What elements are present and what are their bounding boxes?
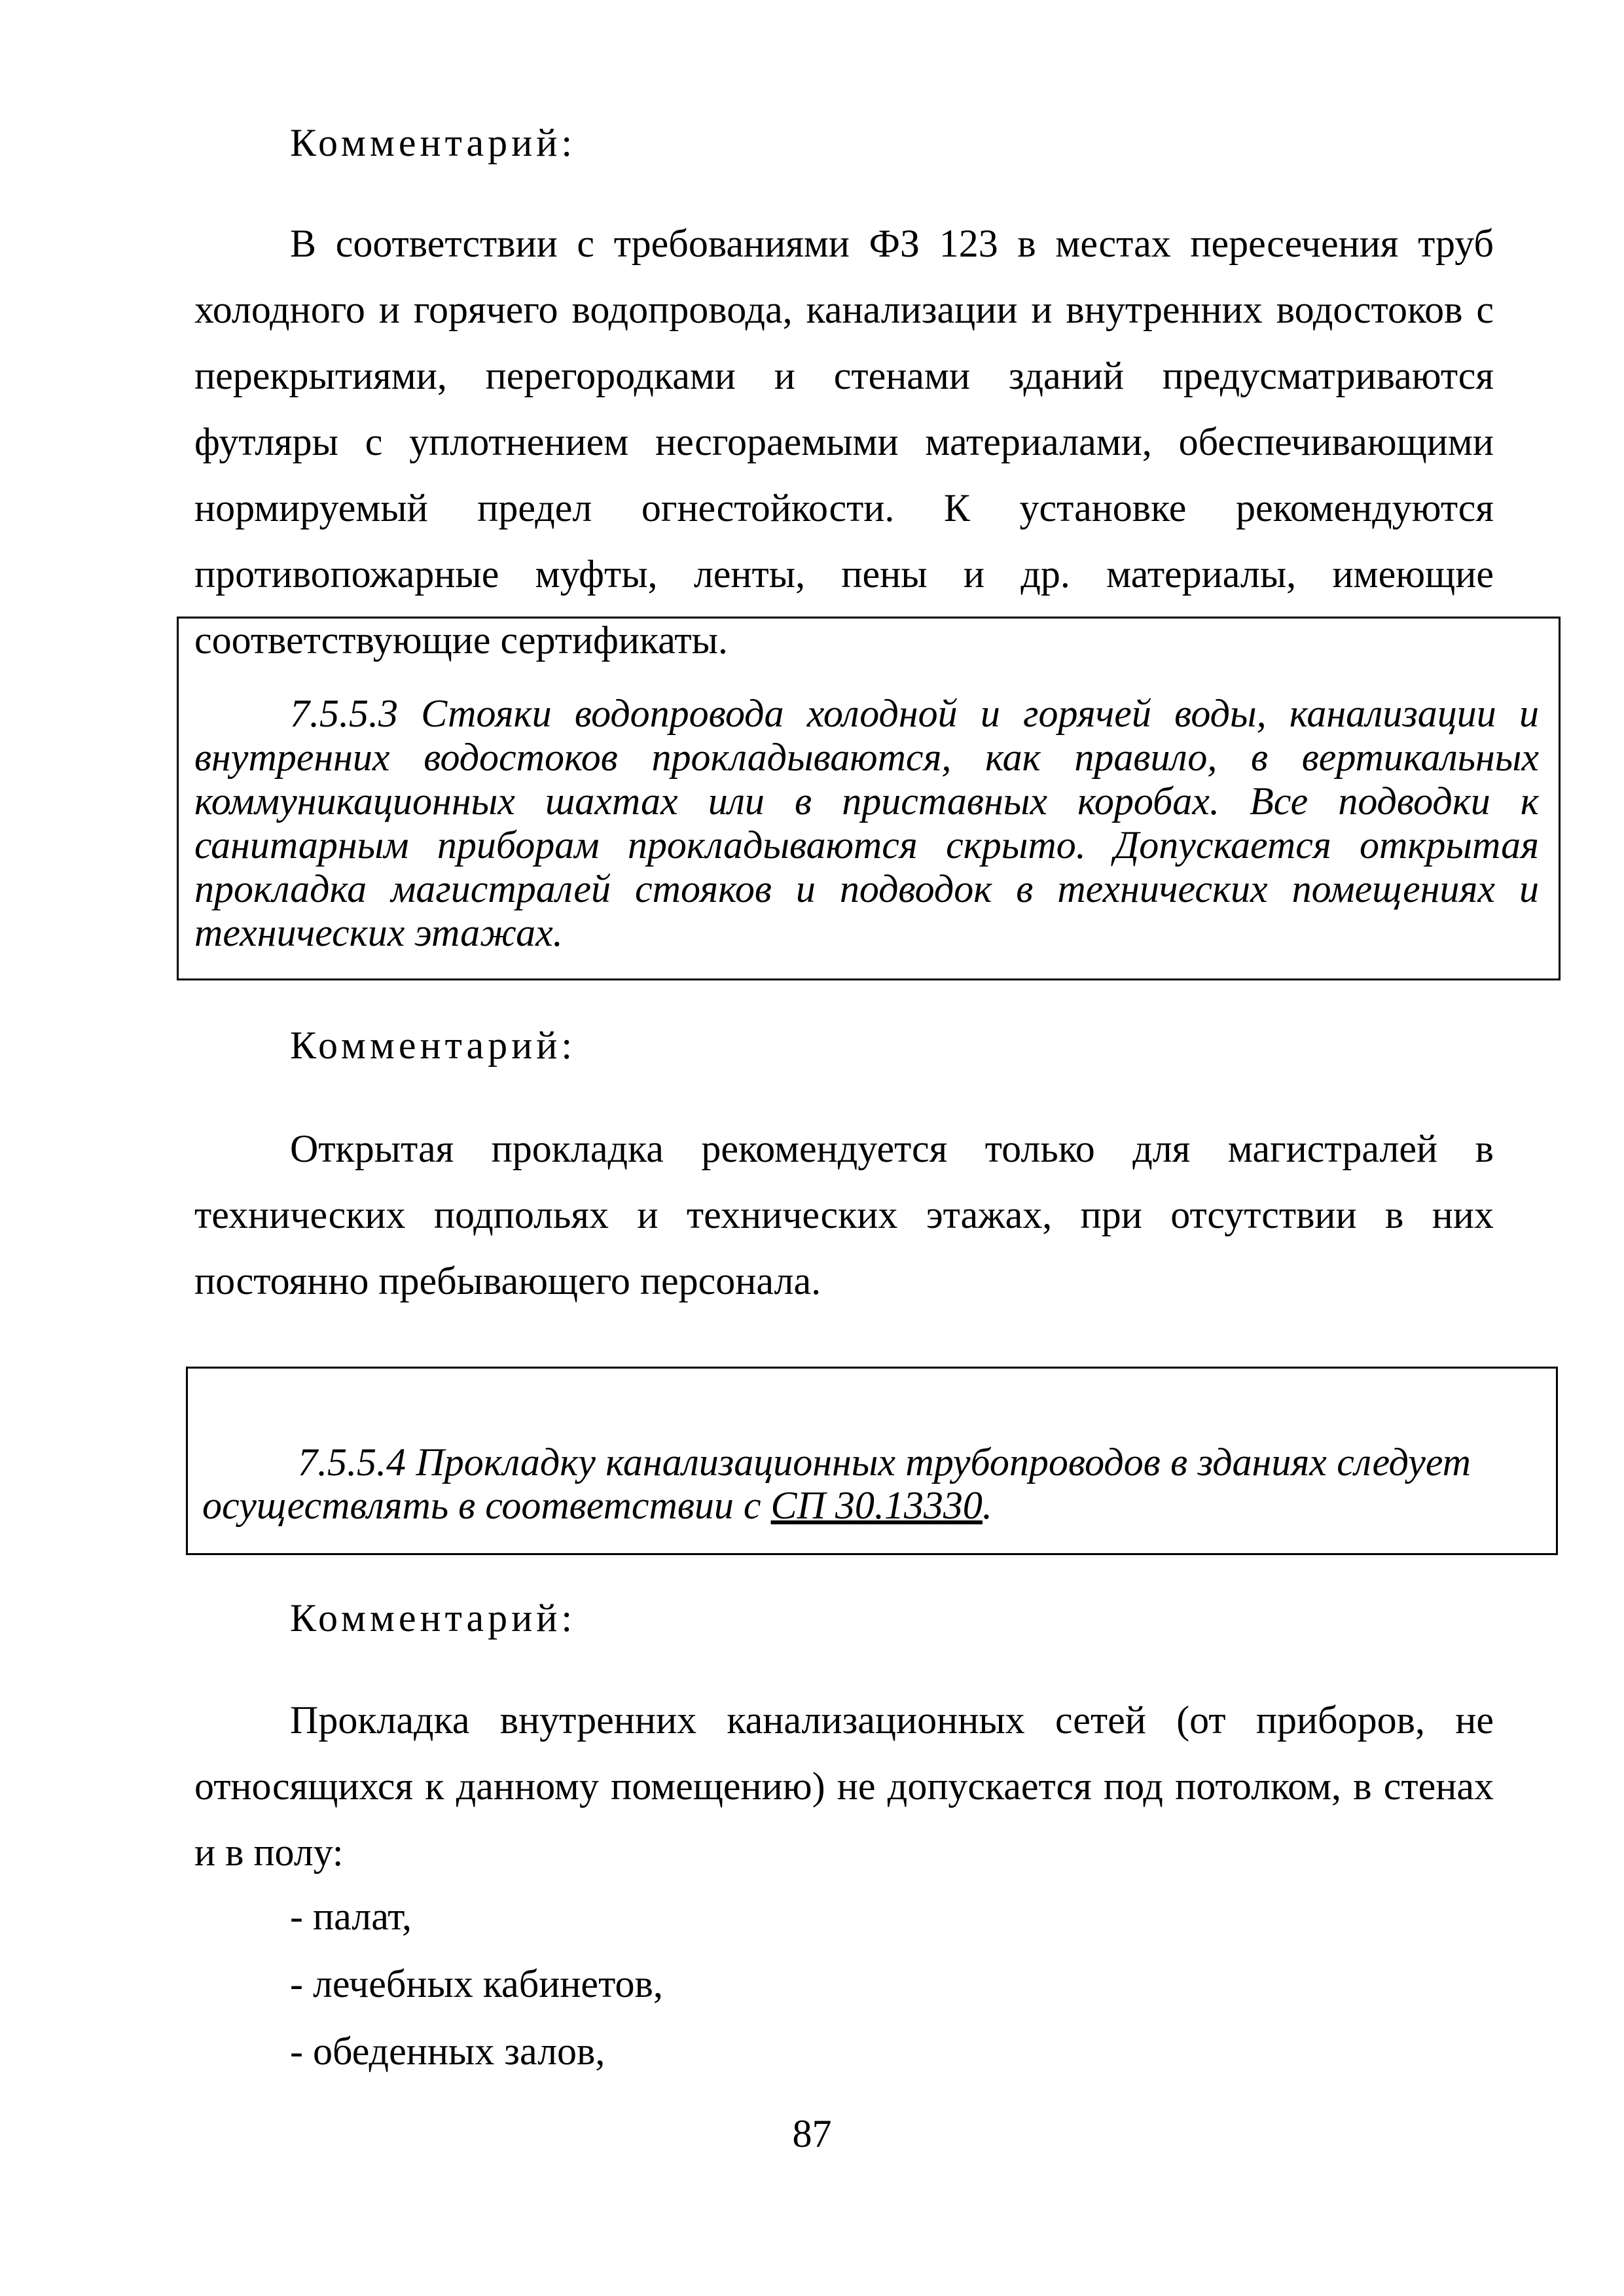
paragraph-2: Открытая прокладка рекомендуется только для магистралей в технических подпольях и технических этажах, при отсутствии в них постоянно пребывающего персонала.	[194, 1127, 1494, 1302]
room-list	[290, 1883, 663, 2085]
paragraph-3: Прокладка внутренних канализационных сетей (от приборов, не относящихся к данному помещению) не допускается под потолком, в стенах и в полу:	[194, 1698, 1494, 1874]
clause-box-7-5-5-4	[186, 1367, 1558, 1555]
sp-30-13330-link[interactable]: СП 30.13330	[770, 1484, 983, 1527]
clause-7-5-5-4-lead: 7.5.5.4 Прокладку канализационных трубопроводов в зданиях следует осуществлять в соответствии с	[202, 1441, 1471, 1527]
page-number: 87	[792, 2112, 832, 2155]
clause-7-5-5-3-text: 7.5.5.3 Стояки водопровода холодной и горячей воды, канализации и внутренних водостоков прокладываются, как правило, в вертикальных коммуникационных шахтах или в приставных коробах. Все подводки к санитарным приборам прокладываются скрыто. Допускается открытая прокладка магистралей стояков и подводок в технических помещениях и технических этажах.	[194, 692, 1539, 954]
list-item: - обеденных залов,	[290, 2030, 605, 2073]
clause-7-5-5-4-tail: .	[982, 1484, 992, 1527]
comment-label-3: Комментарий:	[290, 1596, 577, 1640]
comment-label-2: Комментарий:	[290, 1024, 577, 1067]
comment-label-1: Комментарий:	[290, 121, 577, 164]
paragraph-1: В соответствии с требованиями ФЗ 123 в местах пересечения труб холодного и горячего водопровода, канализации и внутренних водостоков с перекрытиями, перегородками и стенами зданий предусматриваются футляры с уплотнением несгораемыми материалами, обеспечивающими нормируемый предел огнестойкости. К установке рекомендуются противопожарные муфты, ленты, пены и др. материалы, имеющие соответствующие сертификаты.	[194, 222, 1494, 662]
list-item: - лечебных кабинетов,	[290, 1962, 663, 2005]
clause-box-7-5-5-3	[177, 617, 1561, 980]
list-item: - палат,	[290, 1895, 412, 1938]
clause-7-5-5-4-text	[202, 1441, 1471, 1527]
